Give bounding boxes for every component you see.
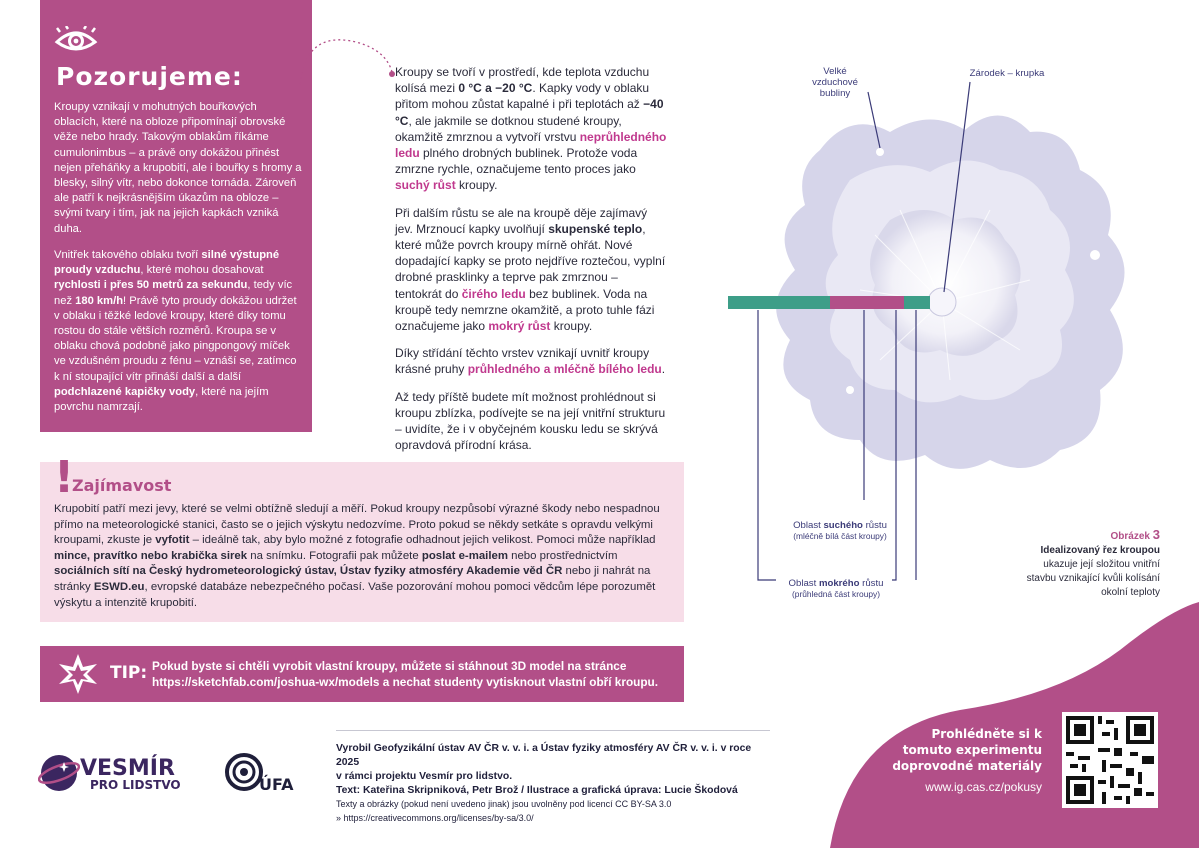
tip-text: Pokud byste si chtěli vyrobit vlastní kroupy, můžete si stáhnout 3D model na stránce https://sketchfab.com/joshua-wx/models a nechat studenty vytisknout vlastní obří kroupu. (152, 659, 659, 689)
label-embryo: Zárodek – krupka (969, 68, 1045, 79)
vesmir-logo-text: VESMÍR (80, 756, 175, 781)
label-wet-growth: Oblast mokrého růstu (průhledná část kroupy) (788, 578, 884, 599)
exclamation-icon: ! (54, 452, 75, 503)
observe-paragraph-1: Kroupy vznikají v mohutných bouřkových oblacích, které na obloze připomínají obrovské věže nebo hrady. Takovým oblakům říkáme cumulonimbus – a právě ony dokážou přinést nejen přeháňky a krupobití, ale i bouřky s hromy a blesky, silný vítr, nebo dokonce tornáda. Zároveň ale patří k nejkrásnějším úkazům na obloze – svými tvary i tím, jak na jejich kapkách vzniká duha. (54, 101, 302, 235)
vesmir-logo-icon (38, 752, 80, 794)
air-bubble (846, 386, 854, 394)
interesting-text: Krupobití patří mezi jevy, které se velmi obtížně sledují a měří. Pokud kroupy nezpůsobí výrazné škody nebo nespadnou přímo na meteorologické stanici, často se o jejich výskytu nedozvíme. Proto pokud se někdy setkáte s opravdu velkými kroupami, zkuste je vyfotit – ideálně tak, aby bylo možné z fotografie odhadnout jejich velikost. Pomoci může například mince, pravítko nebo krabička sirek na snímku. Fotografii pak můžete poslat e-mailem nebo prostřednictvím sociálních sítí na Český hydrometeorologický ústav, Ústav fyziky atmosféry Akademie věd ČR nebo ji nahrát na stránky ESWD.eu, evropské databáze nebezpečného počasí. Vaše pozorování mohou pomoci vědcům lépe porozumět výskytu a intenzitě krupobití. (54, 503, 660, 609)
observe-title: Pozorujeme: (56, 62, 243, 91)
bar-dry (830, 296, 904, 309)
observe-panel (40, 0, 312, 432)
star-icon (56, 652, 100, 696)
sketchfab-link[interactable]: https://sketchfab.com/joshua-wx/models a nechat studenty vytisknout vlastní obří kroupu. (152, 675, 659, 689)
air-bubble (1090, 250, 1100, 260)
middle-text (395, 64, 667, 464)
materials-url[interactable]: www.ig.cas.cz/pokusy (925, 780, 1042, 794)
qr-code[interactable] (1062, 712, 1158, 808)
interesting-title: Zajímavost (72, 476, 172, 495)
hailstone-embryo (928, 288, 956, 316)
middle-paragraph-1: Kroupy se tvoří v prostředí, kde teplota vzduchu kolísá mezi 0 °C a −20 °C. Kapky vody v oblaku přitom mohou zůstat kapalné i při teplotách až −40 °C, ale jakmile se dotknou studené kroupy, okamžitě zmrznou a vytvoří vrstvu neprůhledného ledu plného drobných bublinek. Protože voda zmrzne rychle, označujeme tento proces jako suchý růst kroupy. (395, 65, 667, 193)
ufa-logo-icon (224, 752, 264, 792)
label-dry-growth: Oblast suchého růstu (mléčně bílá část kroupy) (793, 520, 887, 541)
eye-icon (54, 26, 98, 56)
tip-bar (40, 646, 684, 702)
ufa-logo-text: ÚFA (259, 775, 294, 794)
figure-caption: Obrázek 3 Idealizovaný řez kroupou ukazuje její složitou vnitřní stavbu vznikající kvůli kolísání okolní teploty (1026, 527, 1160, 598)
license-link[interactable]: » https://creativecommons.org/licenses/by-sa/3.0/ (336, 813, 534, 823)
credits: Vyrobil Geofyzikální ústav AV ČR v. v. i. a Ústav fyziky atmosféry AV ČR v. v. i. v roce 2025 v rámci projektu Vesmír pro lidstvo. Text: Kateřina Skripniková, Petr Brož / Ilustrace a grafická úprava: Lucie Škodová Texty a obrázky (pokud není uvedeno jinak) jsou uvolněny pod licencí CC BY-SA 3.0 » https://creativecommons.org/licenses/by-sa/3.0/ (336, 743, 752, 823)
middle-paragraph-4: Až tedy příště budete mít možnost prohlédnout si kroupu zblízka, podívejte se na její vnitřní strukturu – uvidíte, že i v obyčejném kousku ledu se skrývá opravdová přírodní krása. (395, 389, 666, 453)
footer-divider (336, 730, 770, 731)
label-air-bubbles: Velké vzduchové bubliny (812, 66, 858, 99)
tip-label: TIP: (110, 663, 148, 683)
materials-callout: Prohlédněte si k tomuto experimentu doprovodné materiály (892, 727, 1042, 773)
dotted-connector (296, 22, 406, 92)
bar-outer-wet (728, 296, 830, 309)
middle-paragraph-2: Při dalším růstu se ale na kroupě děje zajímavý jev. Mrznoucí kapky uvolňují skupenské teplo, které může povrch kroupy mírně ohřát. Nové dopadající kapky se proto nejdříve roztečou, vyplní drobné prasklinky a teprve pak zmrznou – tentokrát do čirého ledu bez bublinek. Voda na kroupě tedy nemrzne okamžitě, a proto tuhle fázi označujeme jako mokrý růst kroupy. (395, 205, 666, 334)
observe-paragraph-2: Vnitřek takového oblaku tvoří silné výstupné proudy vzduchu, které mohou dosahovat rychlosti i přes 50 metrů za sekundu, tedy víc než 180 km/h! Právě tyto proudy dokážou udržet v oblaku i těžké ledové kroupy, které díky tomu rostou do stále větších rozměrů. Kroupa se v oblaku chová podobně jako pingpongový míček ve vzdušném proudu z fénu – vznáší se, zatímco k ní stoupající vítr přináší další a další podchlazené kapičky vody, které na jejím povrchu namrzají. (54, 249, 297, 414)
vesmir-logo-subtext: PRO LIDSTVO (90, 778, 181, 792)
air-bubble (876, 148, 884, 156)
interesting-box (40, 452, 684, 622)
bar-inner-wet (904, 296, 930, 309)
middle-paragraph-3: Díky střídání těchto vrstev vznikají uvnitř kroupy krásné pruhy průhledného a mléčně bílého ledu. (395, 346, 666, 377)
